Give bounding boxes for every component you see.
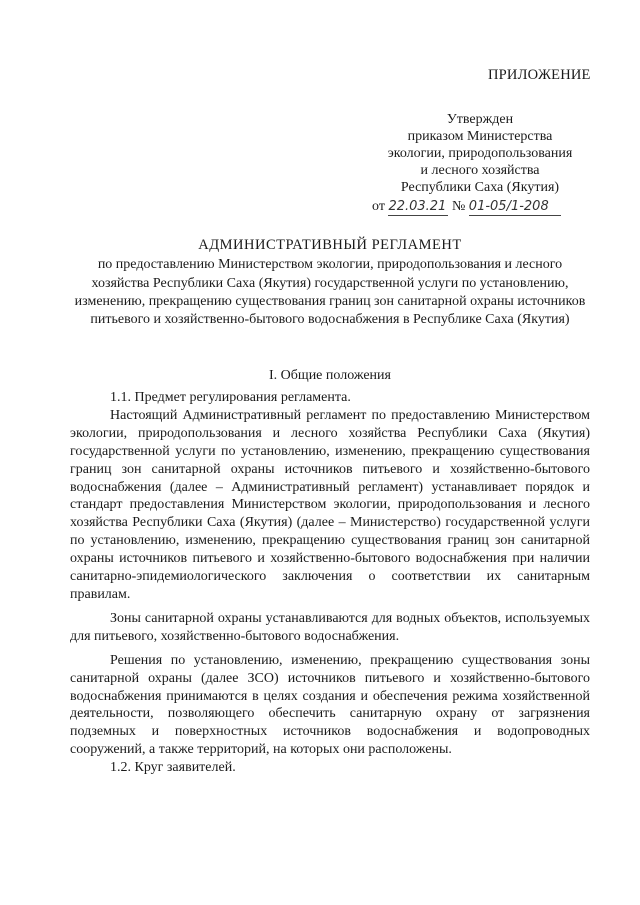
body-paragraph: 1.1. Предмет регулирования регламента. (110, 390, 351, 405)
approval-line: Республики Саха (Якутия) (400, 180, 560, 195)
handwritten-date: 22.03.21 (388, 198, 448, 216)
section-heading: I. Общие положения (269, 368, 391, 383)
body-paragraph: Настоящий Административный регламент по предоставлению Министерством экологии, природопользования и лесного хозяйства Республики Саха (Якутия) государственной услуги по установлению, изменению, прекращению существования границ зон санитарной охраны источников питьевого и хозяйственно-бытового водоснабжения (далее – Административный регламент) устанавливает порядок и стандарт предоставления Министерством экологии, природопользования и лесного хозяйства Республики Саха (Якутия) (далее – Министерство) государственной услуги по установлению, изменению, прекращению существования границ зон санитарной охраны источников питьевого и хозяйственно-бытового водоснабжения при наличии санитарно-эпидемиологического заключения о соответствии их санитарным правилам. (70, 407, 590, 602)
document-title: АДМИНИСТРАТИВНЫЙ РЕГЛАМЕНТ (198, 237, 462, 253)
handwritten-order-number: 01-05/1-208 (469, 198, 561, 216)
approval-line: Утвержден (446, 112, 514, 127)
annex-label: ПРИЛОЖЕНИЕ (488, 67, 591, 83)
from-prefix: от (372, 199, 385, 214)
approval-line: приказом Министерства (407, 129, 553, 144)
approval-block (360, 111, 600, 216)
title-block (70, 236, 590, 329)
order-number-line (360, 198, 600, 216)
approval-line: экологии, природопользования (387, 146, 573, 161)
document-subtitle: по предоставлению Министерством экологии, природопользования и лесного хозяйства Республики Саха (Якутия) государственной услуги по установлению, изменению, прекращению существования границ зон санитарной охраны источников питьевого и хозяйственно-бытового водоснабжения в Республике Саха (Якутия) (74, 257, 586, 328)
approval-line: и лесного хозяйства (420, 163, 540, 178)
document-body (70, 389, 590, 777)
number-prefix: № (451, 199, 466, 214)
body-paragraph: Зоны санитарной охраны устанавливаются для водных объектов, используемых для питьевого, хозяйственно-бытового водоснабжения. (70, 610, 590, 644)
body-paragraph: 1.2. Круг заявителей. (110, 760, 236, 776)
body-paragraph: Решения по установлению, изменению, прекращению существования зоны санитарной охраны (далее ЗСО) источников питьевого и хозяйственно-бытового водоснабжения принимаются в целях создания и обеспечения режима хозяйственной деятельности, позволяющего обеспечить санитарную охрану от загрязнения подземных и поверхностных источников водоснабжения и водопроводных сооружений, а также территорий, на которых они расположены. (70, 652, 590, 758)
